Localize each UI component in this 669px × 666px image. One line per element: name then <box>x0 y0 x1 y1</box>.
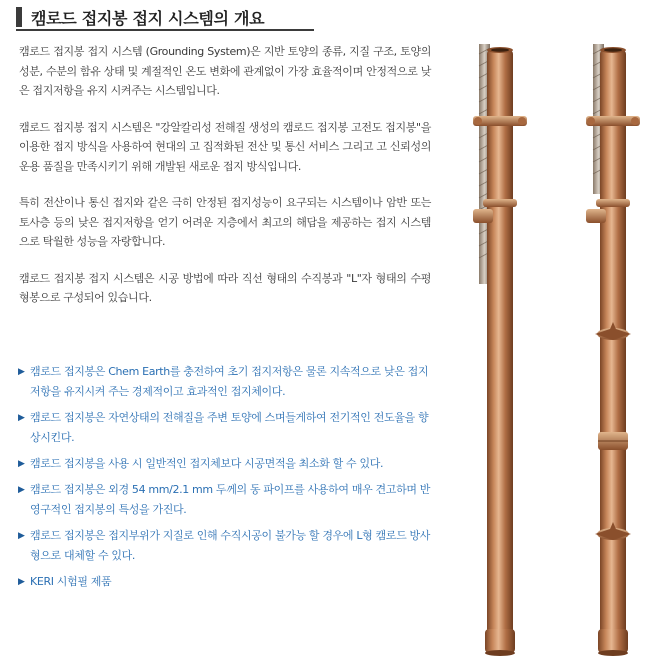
ground-rod-left <box>473 44 527 656</box>
triangle-bullet-icon: ▶ <box>18 367 25 377</box>
feature-list <box>18 362 436 598</box>
list-item-text: 캠로드 접지봉을 사용 시 일반적인 접지체보다 시공면적을 최소화 할 수 있다. <box>30 457 384 470</box>
triangle-bullet-icon: ▶ <box>18 577 25 587</box>
triangle-bullet-icon: ▶ <box>18 459 25 469</box>
list-item <box>18 572 436 592</box>
title-underline <box>16 29 314 31</box>
overview-paragraphs <box>19 42 431 325</box>
paragraph: 특히 전산이나 통신 접지와 같은 극히 안정된 접지성능이 요구되는 시스템이나 암반 또는 토사층 등의 낮은 접지저항을 얻기 어려운 지층에서 최고의 해답을 제공하는 접지 시스템으로 탁월한 성능을 자랑합니다. <box>19 196 431 248</box>
list-item <box>18 362 436 402</box>
list-item-text: 캠로드 접지봉은 Chem Earth를 충전하여 초기 접지저항은 물론 지속적으로 낮은 접지저항을 유지시켜 주는 경제적이고 효과적인 접지체이다. <box>30 365 429 398</box>
triangle-bullet-icon: ▶ <box>18 531 25 541</box>
section-header <box>16 6 316 28</box>
paragraph: 캠로드 접지봉 접지 시스템 (Grounding System)은 지반 토양의 종류, 지질 구조, 토양의 성분, 수분의 함유 상태 및 계절적인 온도 변화에 관계없이 가장 효율적이며 안정적으로 낮은 접지저항을 유지 시켜주는 시스템입니다. <box>19 45 431 97</box>
list-item-text: 캠로드 접지봉은 자연상태의 전해질을 주변 토양에 스며들게하여 전기적인 전도율을 향상시킨다. <box>30 411 429 444</box>
page-title: 캠로드 접지봉 접지 시스템의 개요 <box>31 8 265 28</box>
list-item <box>18 408 436 448</box>
list-item-text: KERI 시험필 제품 <box>30 575 112 588</box>
ground-rod-illustration <box>450 44 660 662</box>
triangle-bullet-icon: ▶ <box>18 413 25 423</box>
ground-rod-right <box>586 44 640 656</box>
title-accent-bar <box>16 7 22 27</box>
list-item <box>18 454 436 474</box>
list-item-text: 캠로드 접지봉은 외경 54 mm/2.1 mm 두께의 동 파이프를 사용하여 매우 견고하며 반영구적인 접지봉의 특성을 가진다. <box>30 483 431 516</box>
list-item-text: 캠로드 접지봉은 접지부위가 지질로 인해 수직시공이 불가능 할 경우에 L형 캠로드 방사형으로 대체할 수 있다. <box>30 529 431 562</box>
paragraph: 캠로드 접지봉 접지 시스템은 시공 방법에 따라 직선 형태의 수직봉과 "L"자 형태의 수평형봉으로 구성되어 있습니다. <box>19 271 431 304</box>
triangle-bullet-icon: ▶ <box>18 485 25 495</box>
list-item <box>18 480 436 520</box>
list-item <box>18 526 436 566</box>
paragraph: 캠로드 접지봉 접지 시스템은 "강알칼리성 전해질 생성의 캠로드 접지봉 고전도 접지봉"을 이용한 접지 방식을 사용하여 현대의 고 집적화된 전산 및 통신 서비스 그리고 고 신뢰성의 운용 품질을 만족시키기 위해 개발된 새로운 접지 방식입니다. <box>19 120 431 173</box>
